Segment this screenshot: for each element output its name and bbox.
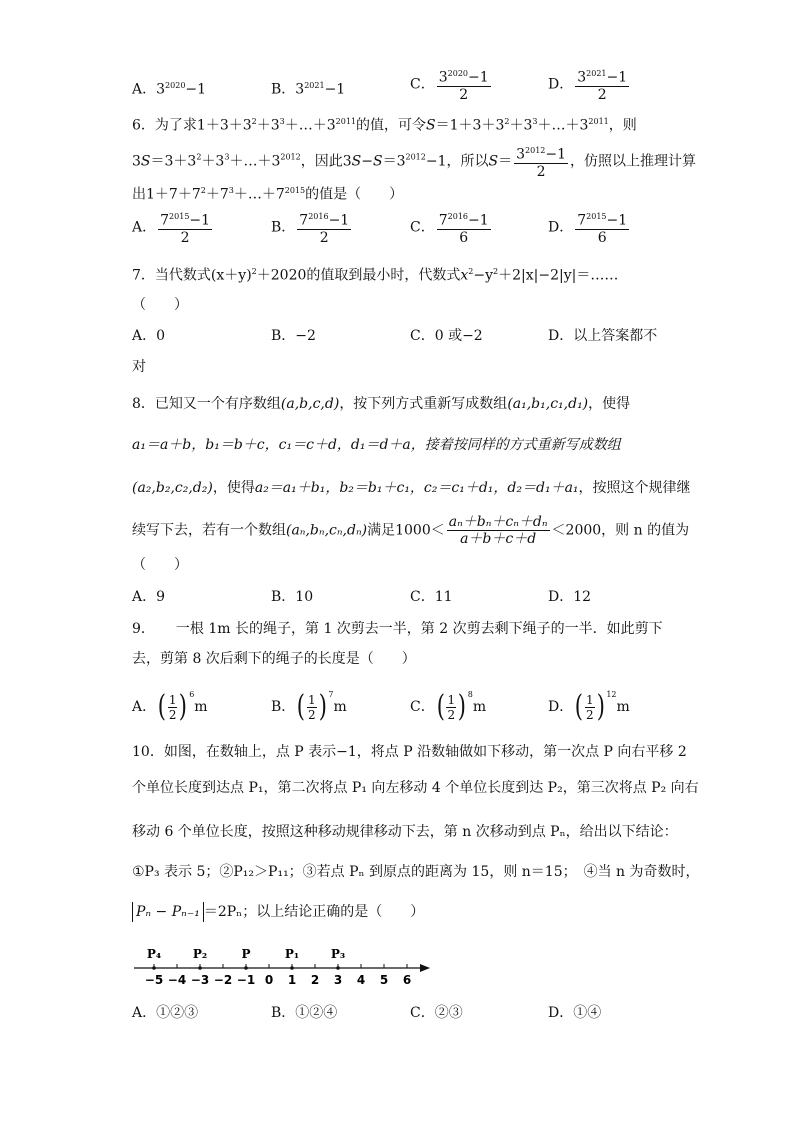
number-line-tick-label: −3 [190,973,210,987]
number-line-point-label: P [241,947,251,961]
q6-option-a: A． $\frac{7^{2015}-1}{2}$ [132,209,214,246]
q5-option-d: D． $\frac{3^{2021}-1}{2}$ [548,66,631,103]
q6-line-1: 6．为了求$1+3+3^2+3^3+\dots+3^{2011}$的值，可令$S=1+3+3^2+3^3+\dots+3^{2011}$，则 [132,117,637,134]
number-line-tick-label: −2 [213,973,233,987]
q7-line-1: 7．当代数式$(x+y)^2+2020$的值取到最小时，代数式$x^2-y^2+2|x|-2|y|=\dots\dots$ [132,267,619,284]
q9-option-d: D．( $\frac{1}{2}$ ) $^{12}$m [548,689,630,724]
q8-option-d: D．12 [548,589,592,605]
q6-option-b: B． $\frac{7^{2016}-1}{2}$ [271,209,353,246]
q7-option-c: C．0 或−2 [410,328,483,344]
number-line-tick-label: 4 [356,973,366,987]
q8-paren: （ ） [132,557,188,573]
number-line-point [152,966,156,970]
q9-line-1: 9． 一根 1m 长的绳子，第 1 次剪去一半，第 2 次剪去剩下绳子的一半．如此剪下 [132,621,663,637]
number-line-tick-label: 3 [333,973,343,987]
q9-option-c: C．( $\frac{1}{2}$ ) $^8$m [410,689,487,724]
number-line-tick-label: −1 [236,973,256,987]
q9-option-b: B．( $\frac{1}{2}$ ) $^7$m [271,689,347,724]
number-line-point [244,966,248,970]
q6-option-c: C． $\frac{7^{2016}-1}{6}$ [410,209,493,246]
q6-line-2: $3S=3+3^2+3^3+\dots+3^{2012}$，因此$3S-S=3^{2012}-1$，所以S＝ $\frac{3^{2012}-1}{2}$ ，仿照以上推理计算 [132,143,696,180]
q8-line-2: a₁＝a＋b，b₁＝b＋c，c₁＝c＋d，d₁＝d＋a，接着按同样的方式重新写成数组 [132,437,621,453]
number-line-point [198,966,202,970]
number-line-point [336,966,340,970]
q5-option-b: B．$3^{2021}-1$ [271,81,346,98]
q9-option-a: A．( $\frac{1}{2}$ ) $^6$m [132,689,208,724]
number-line-tick-label: 2 [310,973,320,987]
number-line-point-label: P₂ [192,947,208,961]
q8-line-3: (a₂,b₂,c₂,d₂)，使得a₂＝a₁＋b₁，b₂＝b₁＋c₁，c₂＝c₁＋d₁，d₂＝d₁＋a₁，按照这个规律继 [132,480,691,496]
number-line-arrow-icon [420,964,430,972]
q8-line-4: 续写下去，若有一个数组(aₙ,bₙ,cₙ,dₙ)满足1000＜ $\frac{\text{aₙ＋bₙ＋cₙ＋dₙ}}{a+b+c+d}$ ＜2000，则 n 的值为 [132,514,690,547]
q10-option-c: C．②③ [410,1005,463,1021]
q7-option-d: D．以上答案都不 [548,328,658,344]
number-line-point-label: P₄ [146,947,162,961]
q10-option-a: A．①②③ [132,1005,199,1021]
q7-option-b: B．−2 [271,328,316,344]
number-line-point [290,966,294,970]
q7-option-a: A．0 [132,328,166,344]
q10-line-1: 10．如图，在数轴上，点 P 表示−1，将点 P 沿数轴做如下移动，第一次点 P 向右平移 2 [132,744,687,760]
q8-option-a: A．9 [132,589,166,605]
number-line-tick-label: 5 [379,973,389,987]
q10-line-4: ①P₃ 表示 5；②P₁₂＞P₁₁；③若点 Pₙ 到原点的距离为 15，则 n＝15； ④当 n 为奇数时， [132,864,700,880]
q8-line-1: 8．已知又一个有序数组(a,b,c,d)，按下列方式重新写成数组(a₁,b₁,c₁,d₁)，使得 [132,396,631,412]
q10-option-b: B．①②④ [271,1005,338,1021]
q10-option-d: D．①④ [548,1005,602,1021]
q8-option-c: C．11 [410,589,453,605]
number-line-tick-label: −5 [144,973,164,987]
number-line-tick-label: 1 [287,973,297,987]
q10-line-5: Pₙ − Pₙ₋₁ ＝2Pₙ；以上结论正确的是（ ） [132,902,424,922]
q6-option-d: D． $\frac{7^{2015}-1}{6}$ [548,209,631,246]
number-line-point-label: P₃ [330,947,346,961]
q7-option-d-wrap: 对 [132,359,146,375]
number-line-tick-label: 6 [402,973,412,987]
q5-option-a: A．$3^{2020}-1$ [132,81,207,98]
number-line [130,940,440,990]
number-line-tick-label: 0 [264,973,274,987]
q9-line-2: 去，剪第 8 次后剩下的绳子的长度是（ ） [132,651,416,667]
q5-option-c: C． $\frac{3^{2020}-1}{2}$ [410,66,493,103]
number-line-point-label: P₁ [284,947,300,961]
q8-option-b: B．10 [271,589,314,605]
q10-line-2: 个单位长度到达点 P₁，第二次将点 P₁ 向左移动 4 个单位长度到达 P₂，第三次将点 P₂ 向右 [132,780,699,796]
q7-paren: （ ） [132,297,188,313]
q10-line-3: 移动 6 个单位长度，按照这种移动规律移动下去，第 n 次移动到点 Pₙ，给出以下结论： [132,824,678,840]
number-line-tick-label: −4 [167,973,187,987]
q6-line-3: 出$1+7+7^2+7^3+\dots+7^{2015}$的值是（ ） [132,186,404,203]
